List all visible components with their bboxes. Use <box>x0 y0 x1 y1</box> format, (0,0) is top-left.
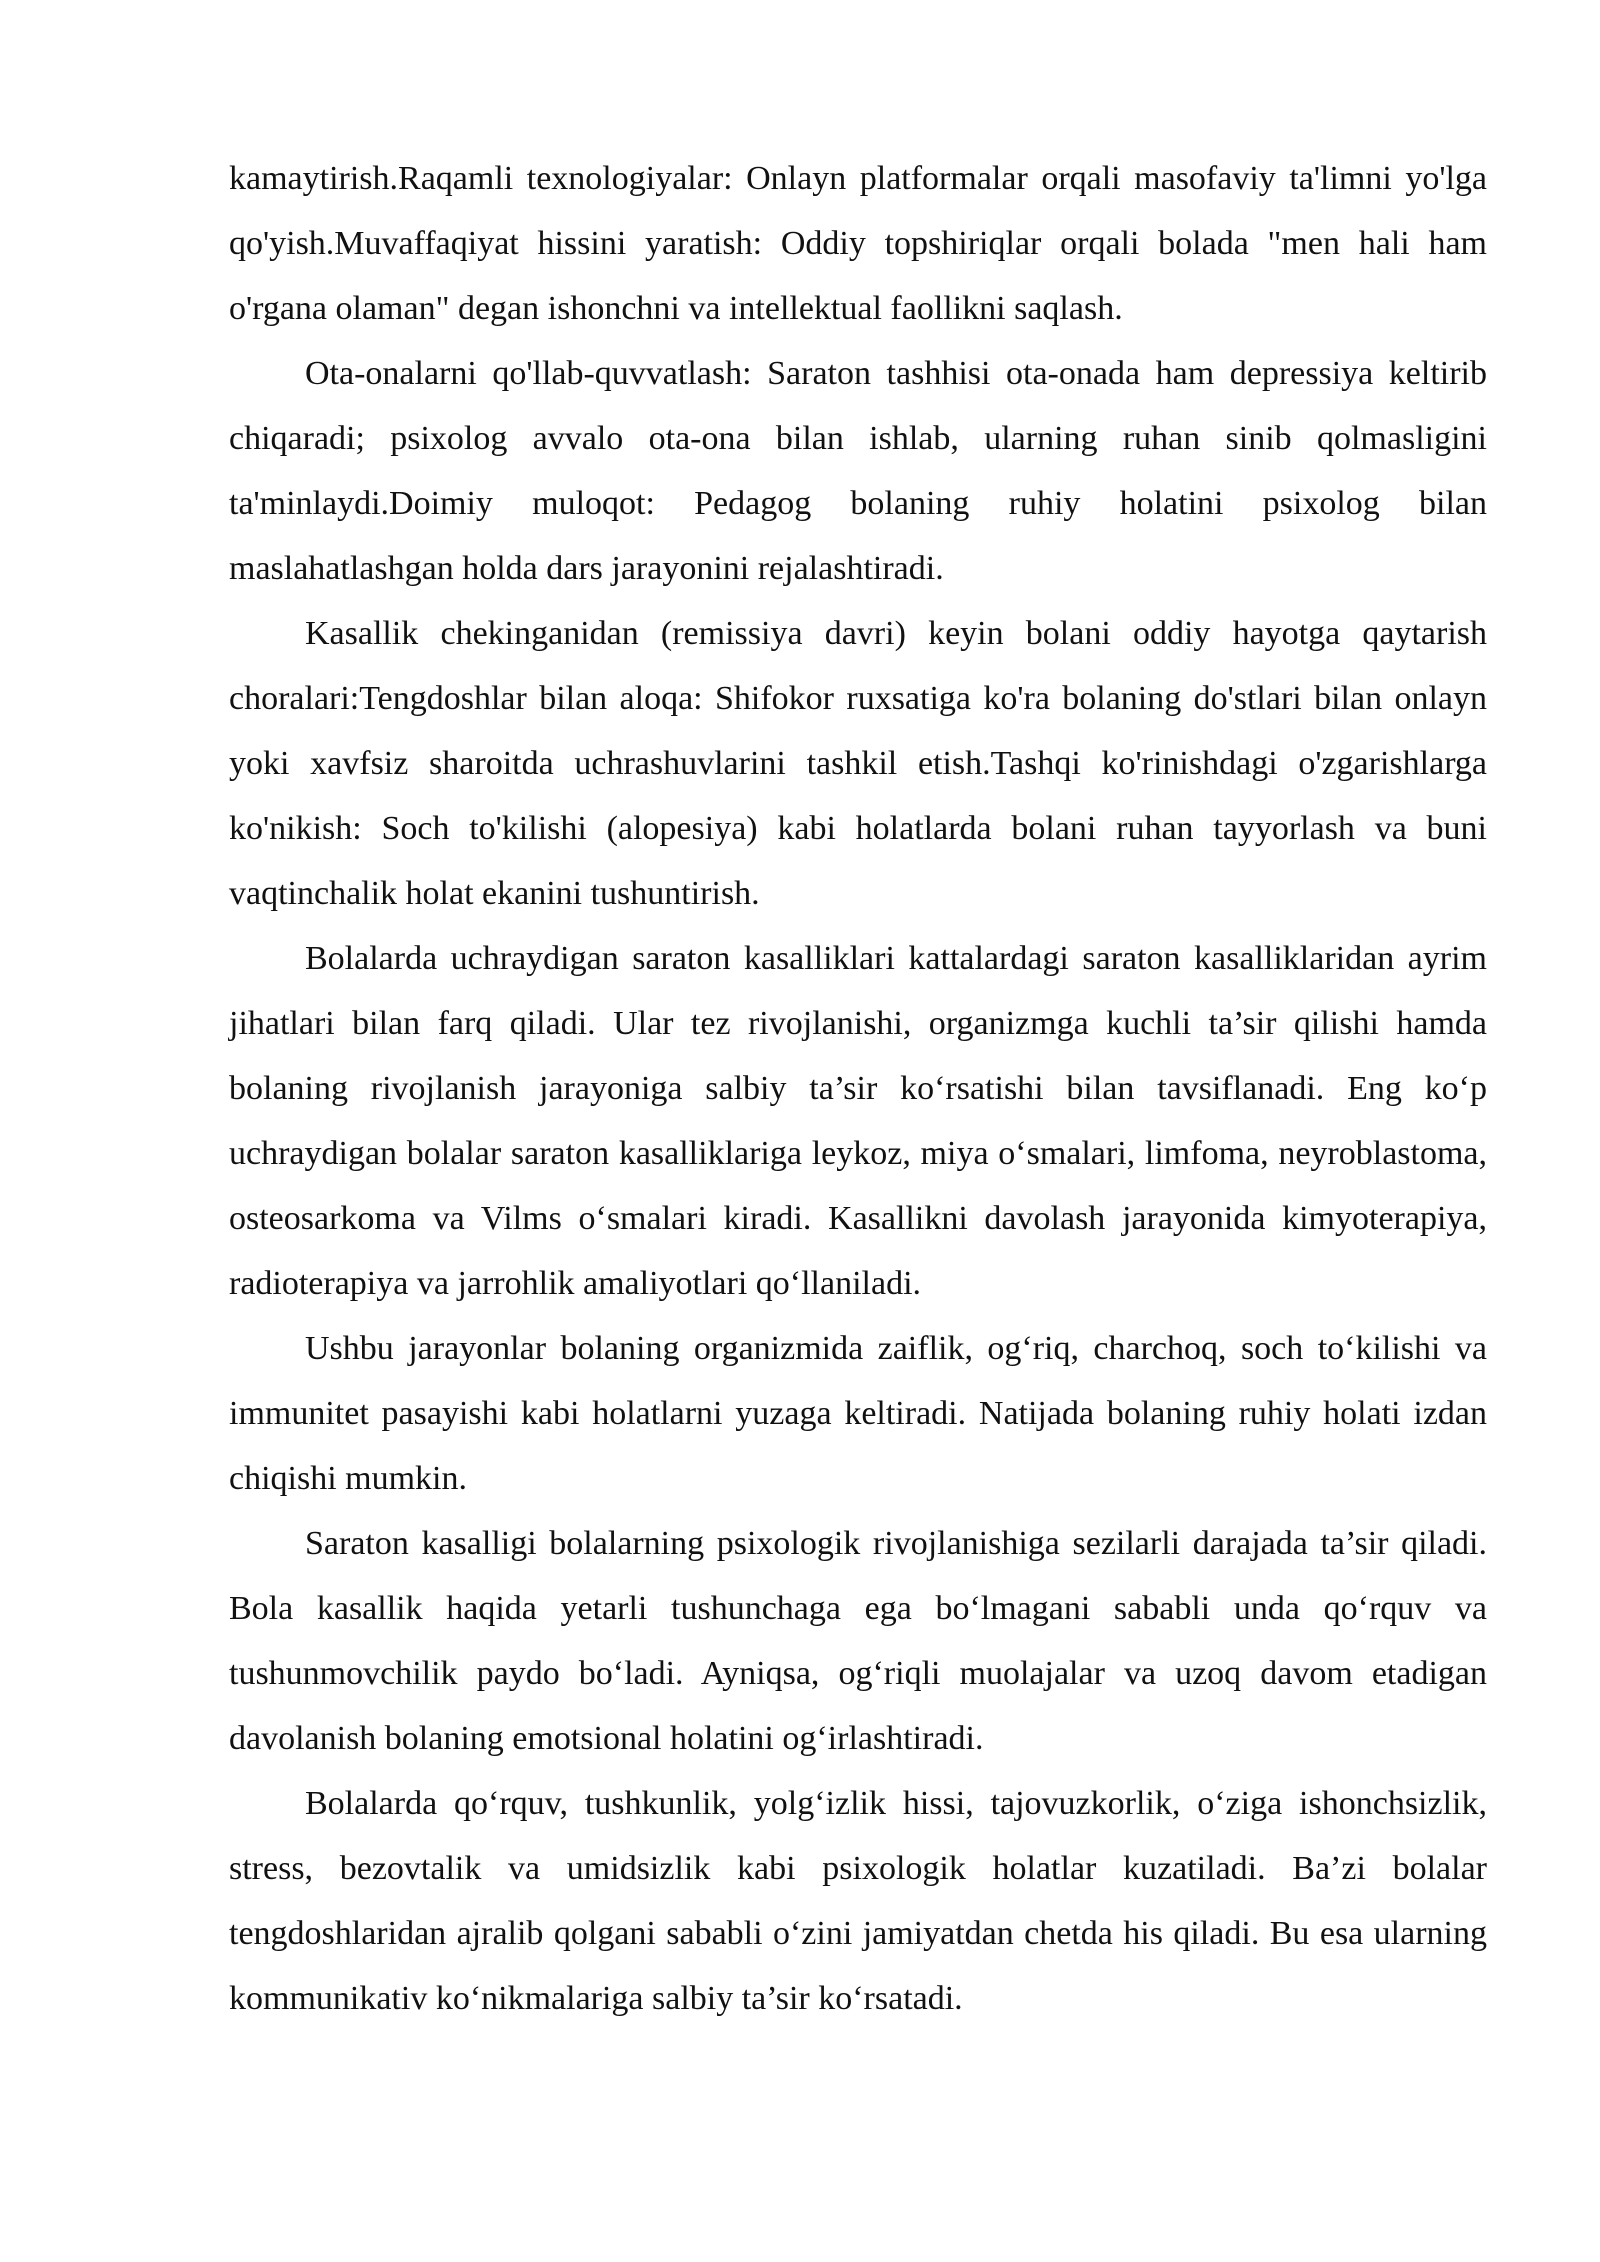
paragraph-3: Kasallik chekinganidan (remissiya davri) keyin bolani oddiy hayotga qaytarish choralari:Tengdoshlar bilan aloqa: Shifokor ruxsatiga ko'ra bolaning do'stlari bilan onlayn yoki xavfsiz sharoitda uchrashuvlarini tashkil etish.Tashqi ko'rinishdagi o'zgarishlarga ko'nikish: Soch to'kilishi (alopesiya) kabi holatlarda bolani ruhan tayyorlash va buni vaqtinchalik holat ekanini tushuntirish. <box>229 615 1487 912</box>
paragraph-7: Bolalarda qo‘rquv, tushkunlik, yolg‘izlik hissi, tajovuzkorlik, o‘ziga ishonchsizlik, stress, bezovtalik va umidsizlik kabi psixologik holatlar kuzatiladi. Ba’zi bolalar tengdoshlaridan ajralib qolgani sababli o‘zini jamiyatdan chetda his qiladi. Bu esa ularning kommunikativ ko‘nikmalariga salbiy ta’sir ko‘rsatadi. <box>229 1785 1487 2017</box>
paragraph-1: kamaytirish.Raqamli texnologiyalar: Onlayn platformalar orqali masofaviy ta'limni yo'lga qo'yish.Muvaffaqiyat hissini yaratish: Oddiy topshiriqlar orqali bolada "men hali ham o'rgana olaman" degan ishonchni va intellektual faollikni saqlash. <box>229 160 1487 327</box>
paragraph-6: Saraton kasalligi bolalarning psixologik rivojlanishiga sezilarli darajada ta’sir qiladi. Bola kasallik haqida yetarli tushunchaga ega bo‘lmagani sababli unda qo‘rquv va tushunmovchilik paydo bo‘ladi. Ayniqsa, og‘riqli muolajalar va uzoq davom etadigan davolanish bolaning emotsional holatini og‘irlashtiradi. <box>229 1525 1487 1757</box>
paragraph-5: Ushbu jarayonlar bolaning organizmida zaiflik, og‘riq, charchoq, soch to‘kilishi va immunitet pasayishi kabi holatlarni yuzaga keltiradi. Natijada bolaning ruhiy holati izdan chiqishi mumkin. <box>229 1330 1487 1497</box>
document-body <box>229 146 1487 2031</box>
paragraph-4: Bolalarda uchraydigan saraton kasalliklari kattalardagi saraton kasalliklaridan ayrim jihatlari bilan farq qiladi. Ular tez rivojlanishi, organizmga kuchli ta’sir qilishi hamda bolaning rivojlanish jarayoniga salbiy ta’sir ko‘rsatishi bilan tavsiflanadi. Eng ko‘p uchraydigan bolalar saraton kasalliklariga leykoz, miya o‘smalari, limfoma, neyroblastoma, osteosarkoma va Vilms o‘smalari kiradi. Kasallikni davolash jarayonida kimyoterapiya, radioterapiya va jarrohlik amaliyotlari qo‘llaniladi. <box>229 940 1487 1302</box>
paragraph-2: Ota-onalarni qo'llab-quvvatlash: Saraton tashhisi ota-onada ham depressiya keltirib chiqaradi; psixolog avvalo ota-ona bilan ishlab, ularning ruhan sinib qolmasligini ta'minlaydi.Doimiy muloqot: Pedagog bolaning ruhiy holatini psixolog bilan maslahatlashgan holda dars jarayonini rejalashtiradi. <box>229 355 1487 587</box>
